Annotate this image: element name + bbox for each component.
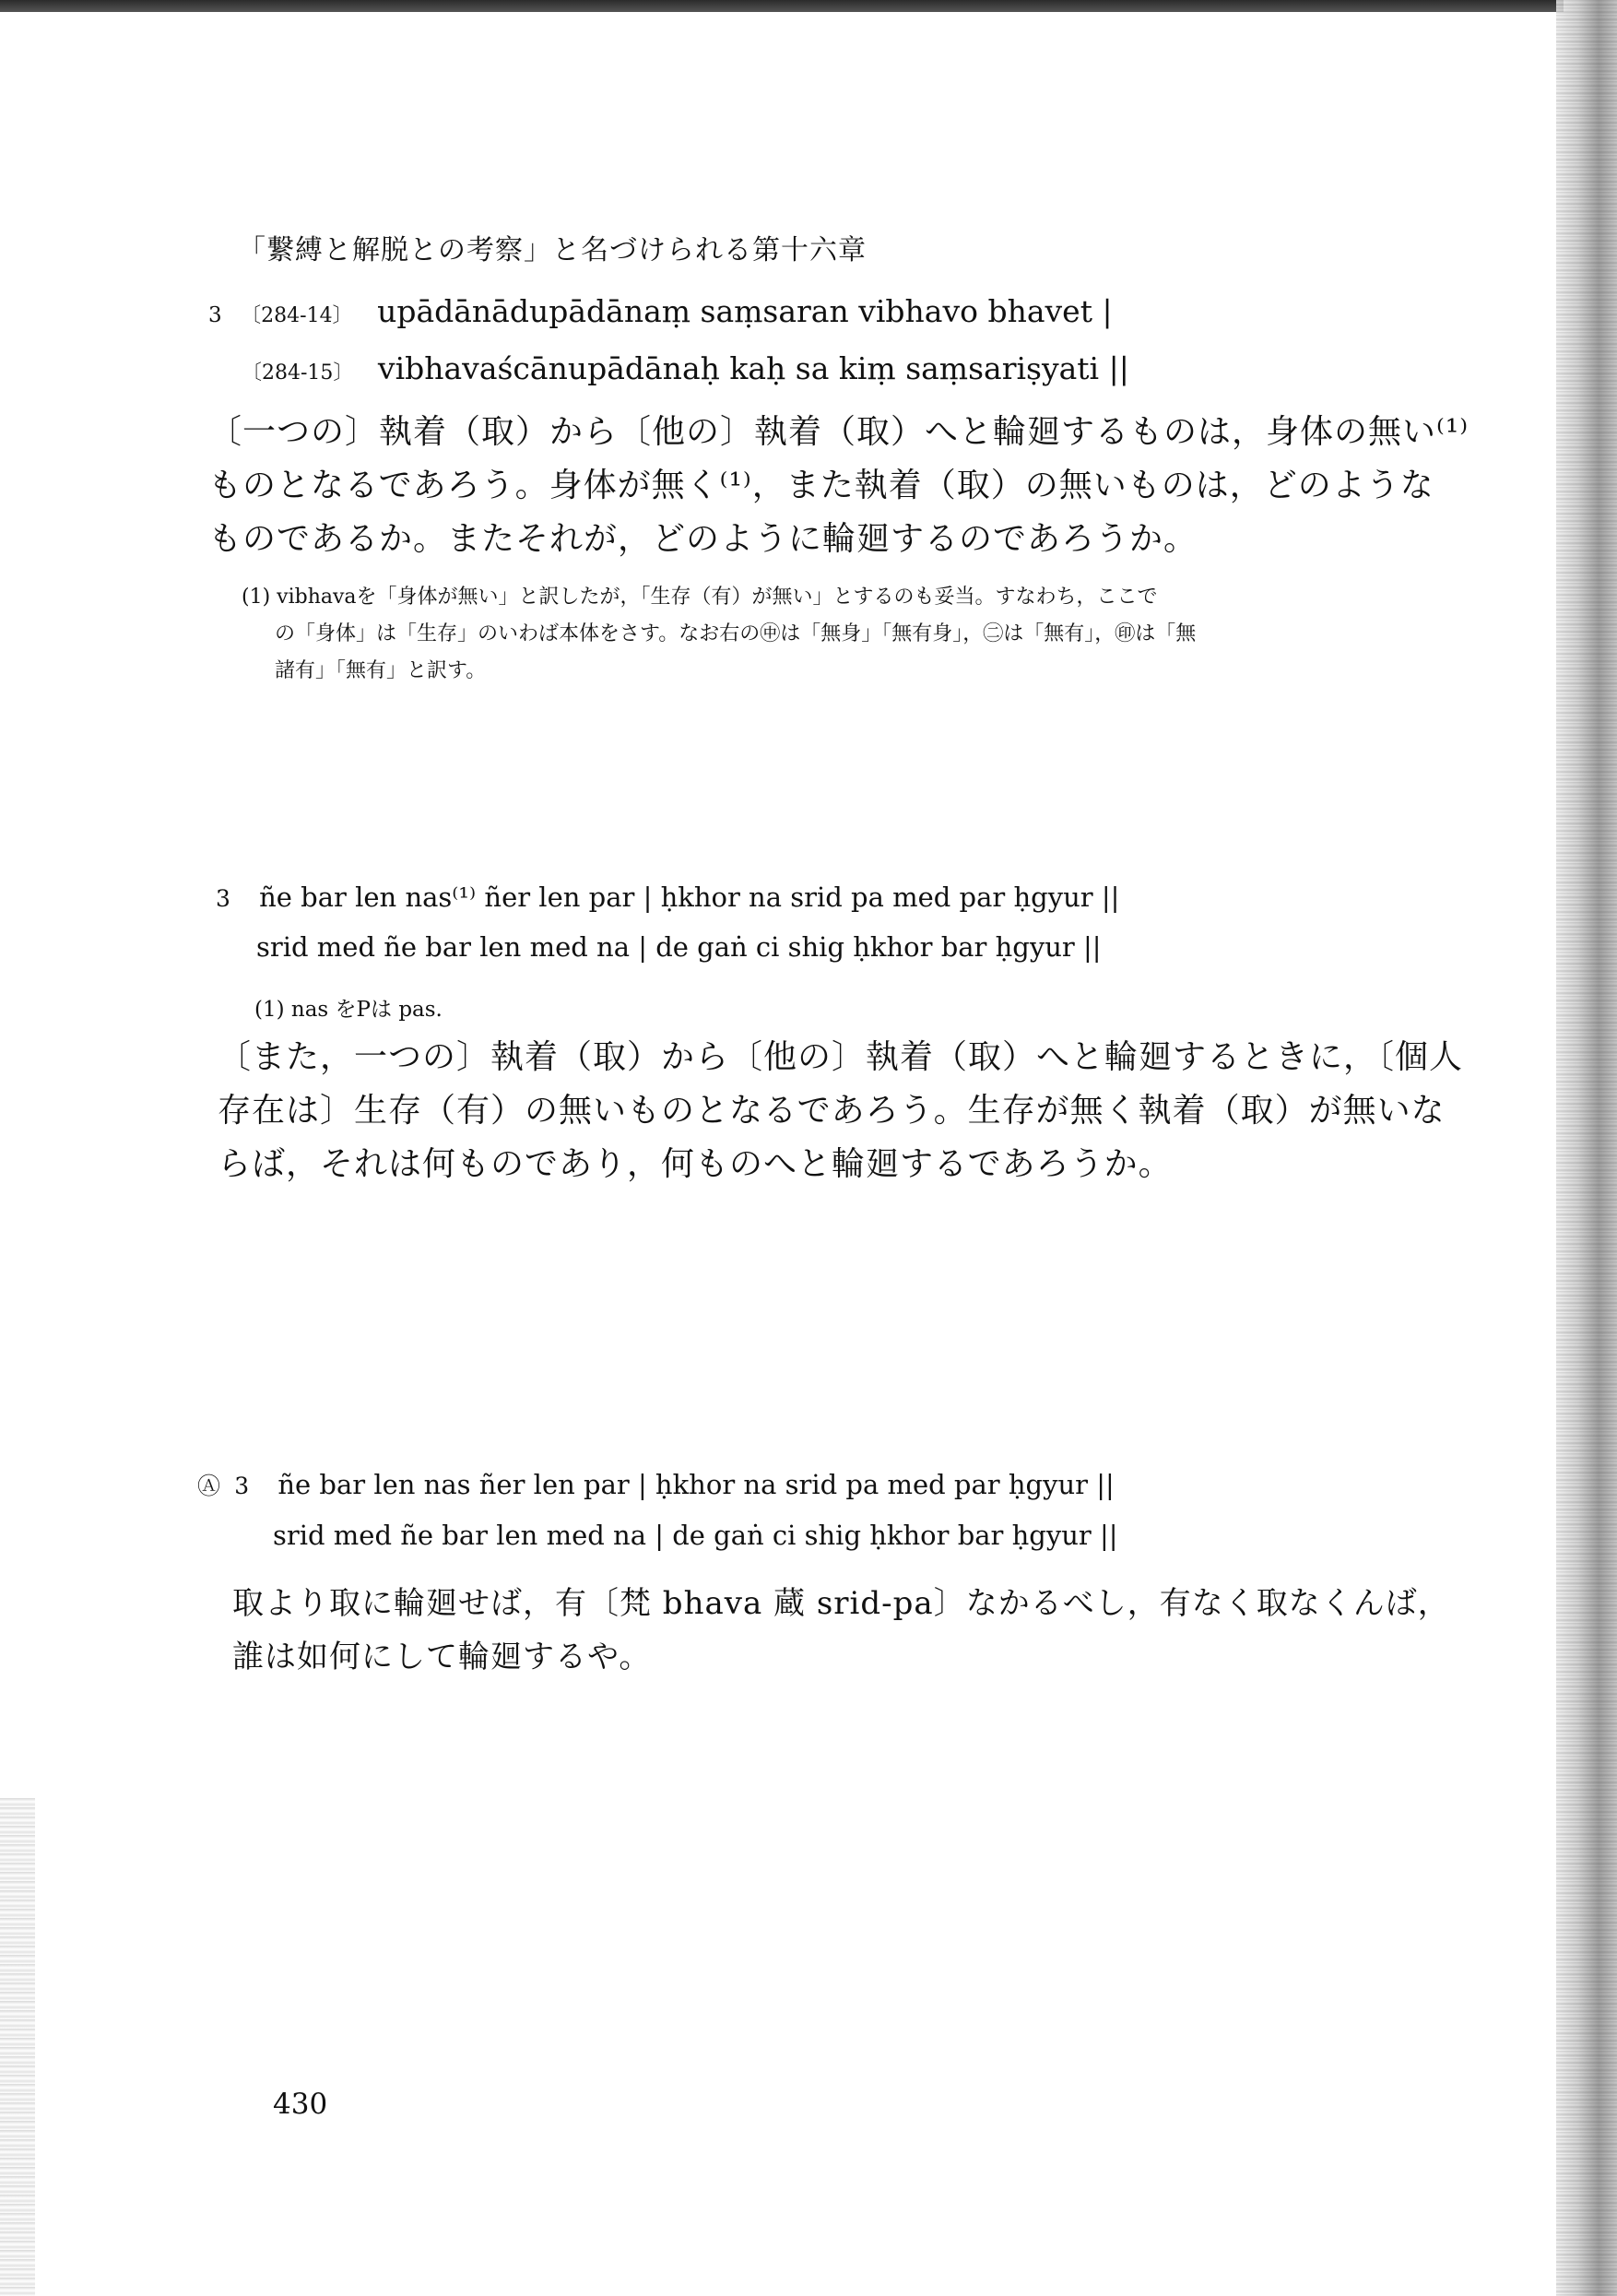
sanskrit-ref-1: 〔284-14〕 [241,304,353,327]
tibetan-translation-line-1: 〔また，一つの〕執着（取）から〔他の〕執着（取）へと輪廻するときに，〔個人 [218,1038,1464,1076]
sanskrit-translation-line-2: ものとなるであろう。身体が無く⁽¹⁾，また執着（取）の無いものは，どのような [208,467,1434,504]
chinese-line-1 [197,1468,1115,1501]
chinese-translation [232,1577,1450,1684]
chinese-translation-line-1: 取より取に輪廻せば，有〔梵 bhava 蔵 srid-pa〕なかるべし，有なく取なくんば， [232,1585,1450,1622]
tibetan-line-1 [216,882,1119,913]
chinese-translation-line-2: 誰は如何にして輪廻するや。 [232,1639,652,1675]
tibetan-line-2 [256,931,1102,963]
sanskrit-ref-2: 〔284-15〕 [242,361,354,385]
chinese-text-1: ñe bar len nas ñer len par | ḥkhor na srid pa med par ḥgyur || [277,1469,1115,1500]
tibetan-translation [218,1031,1463,1191]
tibetan-translation-line-2: 存在は〕生存（有）の無いものとなるであろう。生存が無く執着（取）が無いな [218,1092,1446,1130]
top-border-line [0,0,1564,12]
sanskrit-line-2 [242,350,1129,386]
circled-a-marker: Ⓐ [197,1473,221,1499]
sanskrit-text-2: vibhavaścānupādānaḥ kaḥ sa kiṃ saṃsariṣyati || [377,350,1129,386]
chinese-verse-number: 3 [234,1473,250,1499]
chinese-text-2: srid med ñe bar len med na | de gaṅ ci shig ḥkhor bar ḥgyur || [273,1520,1118,1551]
sanskrit-footnote-line-3: 諸有」「無有」と訳す。 [275,659,487,682]
sanskrit-translation-line-3: ものであるか。またそれが，どのように輪廻するのであろうか。 [208,520,1198,558]
tibetan-text-2: srid med ñe bar len med na | de gaṅ ci shig ḥkhor bar ḥgyur || [256,931,1102,963]
sanskrit-translation [208,406,1469,566]
scan-edge-right [1556,0,1617,2296]
tibetan-text-1: ñe bar len nas⁽¹⁾ ñer len par | ḥkhor na srid pa med par ḥgyur || [259,882,1120,913]
sanskrit-text-1: upādānādupādānaṃ saṃsaran vibhavo bhavet | [377,293,1113,329]
tibetan-translation-line-3: らば，それは何ものであり，何ものへと輪廻するであろうか。 [218,1145,1173,1183]
tibetan-verse-number: 3 [216,885,230,912]
sanskrit-verse-number: 3 [208,303,222,327]
chapter-header: 「繋縛と解脱との考察」と名づけられる第十六章 [238,234,867,266]
sanskrit-footnote-line-1: (1) vibhavaを「身体が無い」と訳したが，「生存（有）が無い」とするのも妥当。すなわち，ここで [242,586,1158,609]
sanskrit-footnote [242,579,1196,690]
sanskrit-translation-line-1: 〔一つの〕執着（取）から〔他の〕執着（取）へと輪廻するものは，身体の無い⁽¹⁾ [208,413,1469,451]
tibetan-note: (1) nas をPは pas. [254,998,443,1022]
scan-edge-left [0,1798,35,2296]
chinese-line-2 [273,1520,1118,1551]
sanskrit-line-1 [208,293,1113,329]
sanskrit-footnote-line-2: の「身体」は「生存」のいわば本体をさす。なお右の㊥は「無身」「無有身」，㊁は「無有」，㊞は「無 [275,622,1197,645]
page-number: 430 [273,2088,328,2121]
